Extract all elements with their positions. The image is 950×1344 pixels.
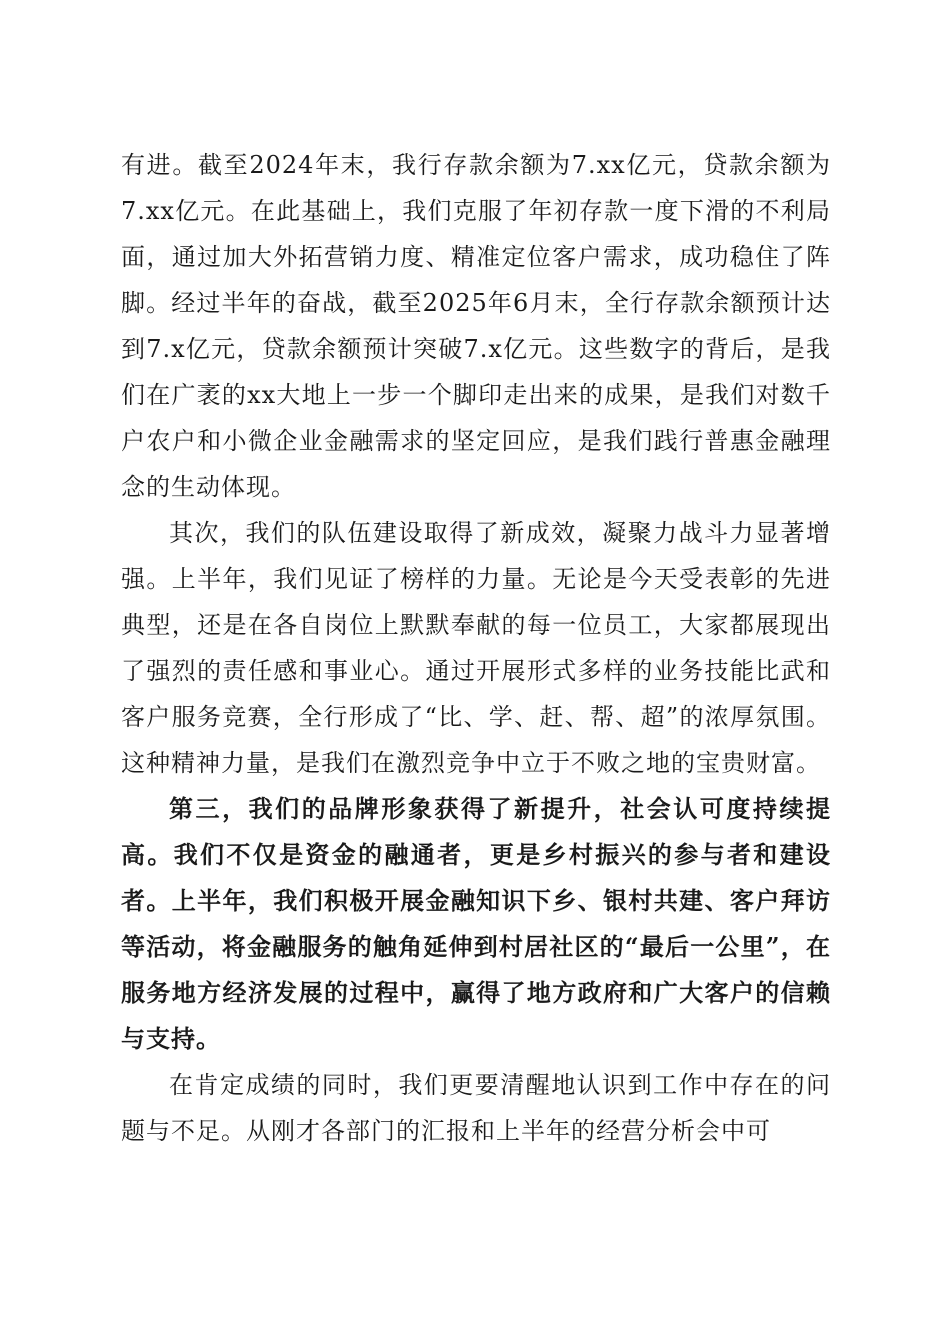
paragraph-deposit-results: 有进。截至2024年末，我行存款余额为7.xx亿元，贷款余额为7.xx亿元。在此基础上，我们克服了年初存款一度下滑的不利局面，通过加大外拓营销力度、精准定位客户需求，成功稳住了阵脚。经过半年的奋战，截至2025年6月末，全行存款余额预计达到7.x亿元，贷款余额预计突破7.x亿元。这些数字的背后，是我们在广袤的xx大地上一步一个脚印走出来的成果，是我们对数千户农户和小微企业金融需求的坚定回应，是我们践行普惠金融理念的生动体现。 <box>121 151 831 501</box>
document-body <box>121 142 831 1154</box>
paragraph-team-building: 其次，我们的队伍建设取得了新成效，凝聚力战斗力显著增强。上半年，我们见证了榜样的力量。无论是今天受表彰的先进典型，还是在各自岗位上默默奉献的每一位员工，大家都展现出了强烈的责任感和事业心。通过开展形式多样的业务技能比武和客户服务竞赛，全行形成了“比、学、赶、帮、超”的浓厚氛围。这种精神力量，是我们在激烈竞争中立于不败之地的宝贵财富。 <box>121 519 831 777</box>
paragraph-problems: 在肯定成绩的同时，我们更要清醒地认识到工作中存在的问题与不足。从刚才各部门的汇报和上半年的经营分析会中可 <box>121 1071 831 1145</box>
paragraph-brand-image: 第三，我们的品牌形象获得了新提升，社会认可度持续提高。我们不仅是资金的融通者，更是乡村振兴的参与者和建设者。上半年，我们积极开展金融知识下乡、银村共建、客户拜访等活动，将金融服务的触角延伸到村居社区的“最后一公里”，在服务地方经济发展的过程中，赢得了地方政府和广大客户的信赖与支持。 <box>121 794 831 1053</box>
